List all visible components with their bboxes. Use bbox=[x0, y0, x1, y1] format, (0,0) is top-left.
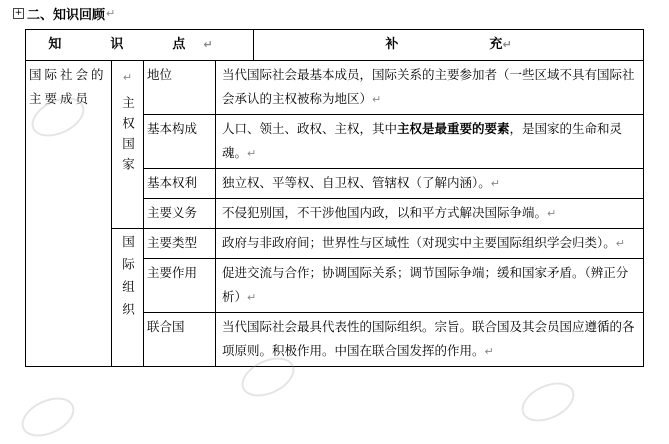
bold-emphasis: 主权是最重要的要素 bbox=[397, 121, 510, 136]
item-cell: 联合国 bbox=[144, 313, 216, 367]
item-cell: 基本权利 bbox=[144, 169, 216, 199]
section-title: 知识回顾 bbox=[53, 7, 106, 23]
knowledge-table bbox=[25, 29, 644, 367]
content-cell: 独立权、平等权、自卫权、管辖权（了解内涵）。↵ bbox=[216, 169, 644, 199]
watermark-logo-icon bbox=[15, 390, 80, 444]
content-cell: 政府与非政府间；世界性与区域性（对现实中主要国际组织学会归类）。↵ bbox=[216, 229, 644, 259]
header-knowledge-point: 知 识 点↵ bbox=[26, 30, 254, 61]
subcategory-international-org: 国际组织 bbox=[112, 229, 144, 367]
section-number: 二、 bbox=[27, 7, 54, 23]
content-cell: 促进交流与合作；协调国际关系；调节国际争端；缓和国家矛盾。（辨正分析）↵ bbox=[216, 259, 644, 313]
watermark-logo-icon bbox=[515, 375, 580, 429]
category-cell: 国际社会的主要成员 bbox=[26, 61, 112, 367]
item-cell: 主要作用 bbox=[144, 259, 216, 313]
section-heading bbox=[13, 4, 115, 22]
content-cell: 当代国际社会最具代表性的国际组织。宗旨。联合国及其会员国应遵循的各项原则。积极作用。中国在联合国发挥的作用。↵ bbox=[216, 313, 644, 367]
table-move-handle-icon[interactable]: + bbox=[14, 7, 23, 18]
table-header-row bbox=[26, 30, 644, 61]
subcategory-sovereign-state: ↵主权国家 bbox=[112, 61, 144, 229]
item-cell: 地位 bbox=[144, 61, 216, 115]
paragraph-mark-icon: ↵ bbox=[106, 6, 116, 20]
content-cell: 人口、领土、政权、主权，其中主权是最重要的要素，是国家的生命和灵魂。↵ bbox=[216, 115, 644, 169]
item-cell: 主要类型 bbox=[144, 229, 216, 259]
item-cell: 主要义务 bbox=[144, 199, 216, 229]
item-cell: 基本构成 bbox=[144, 115, 216, 169]
content-cell: 不侵犯别国，不干涉他国内政，以和平方式解决国际争端。↵ bbox=[216, 199, 644, 229]
table-row bbox=[26, 61, 644, 115]
content-cell: 当代国际社会最基本成员，国际关系的主要参加者（一些区域不具有国际社会承认的主权被称为地区）↵ bbox=[216, 61, 644, 115]
header-supplement: 补 充↵ bbox=[254, 30, 644, 61]
table-row bbox=[26, 229, 644, 259]
